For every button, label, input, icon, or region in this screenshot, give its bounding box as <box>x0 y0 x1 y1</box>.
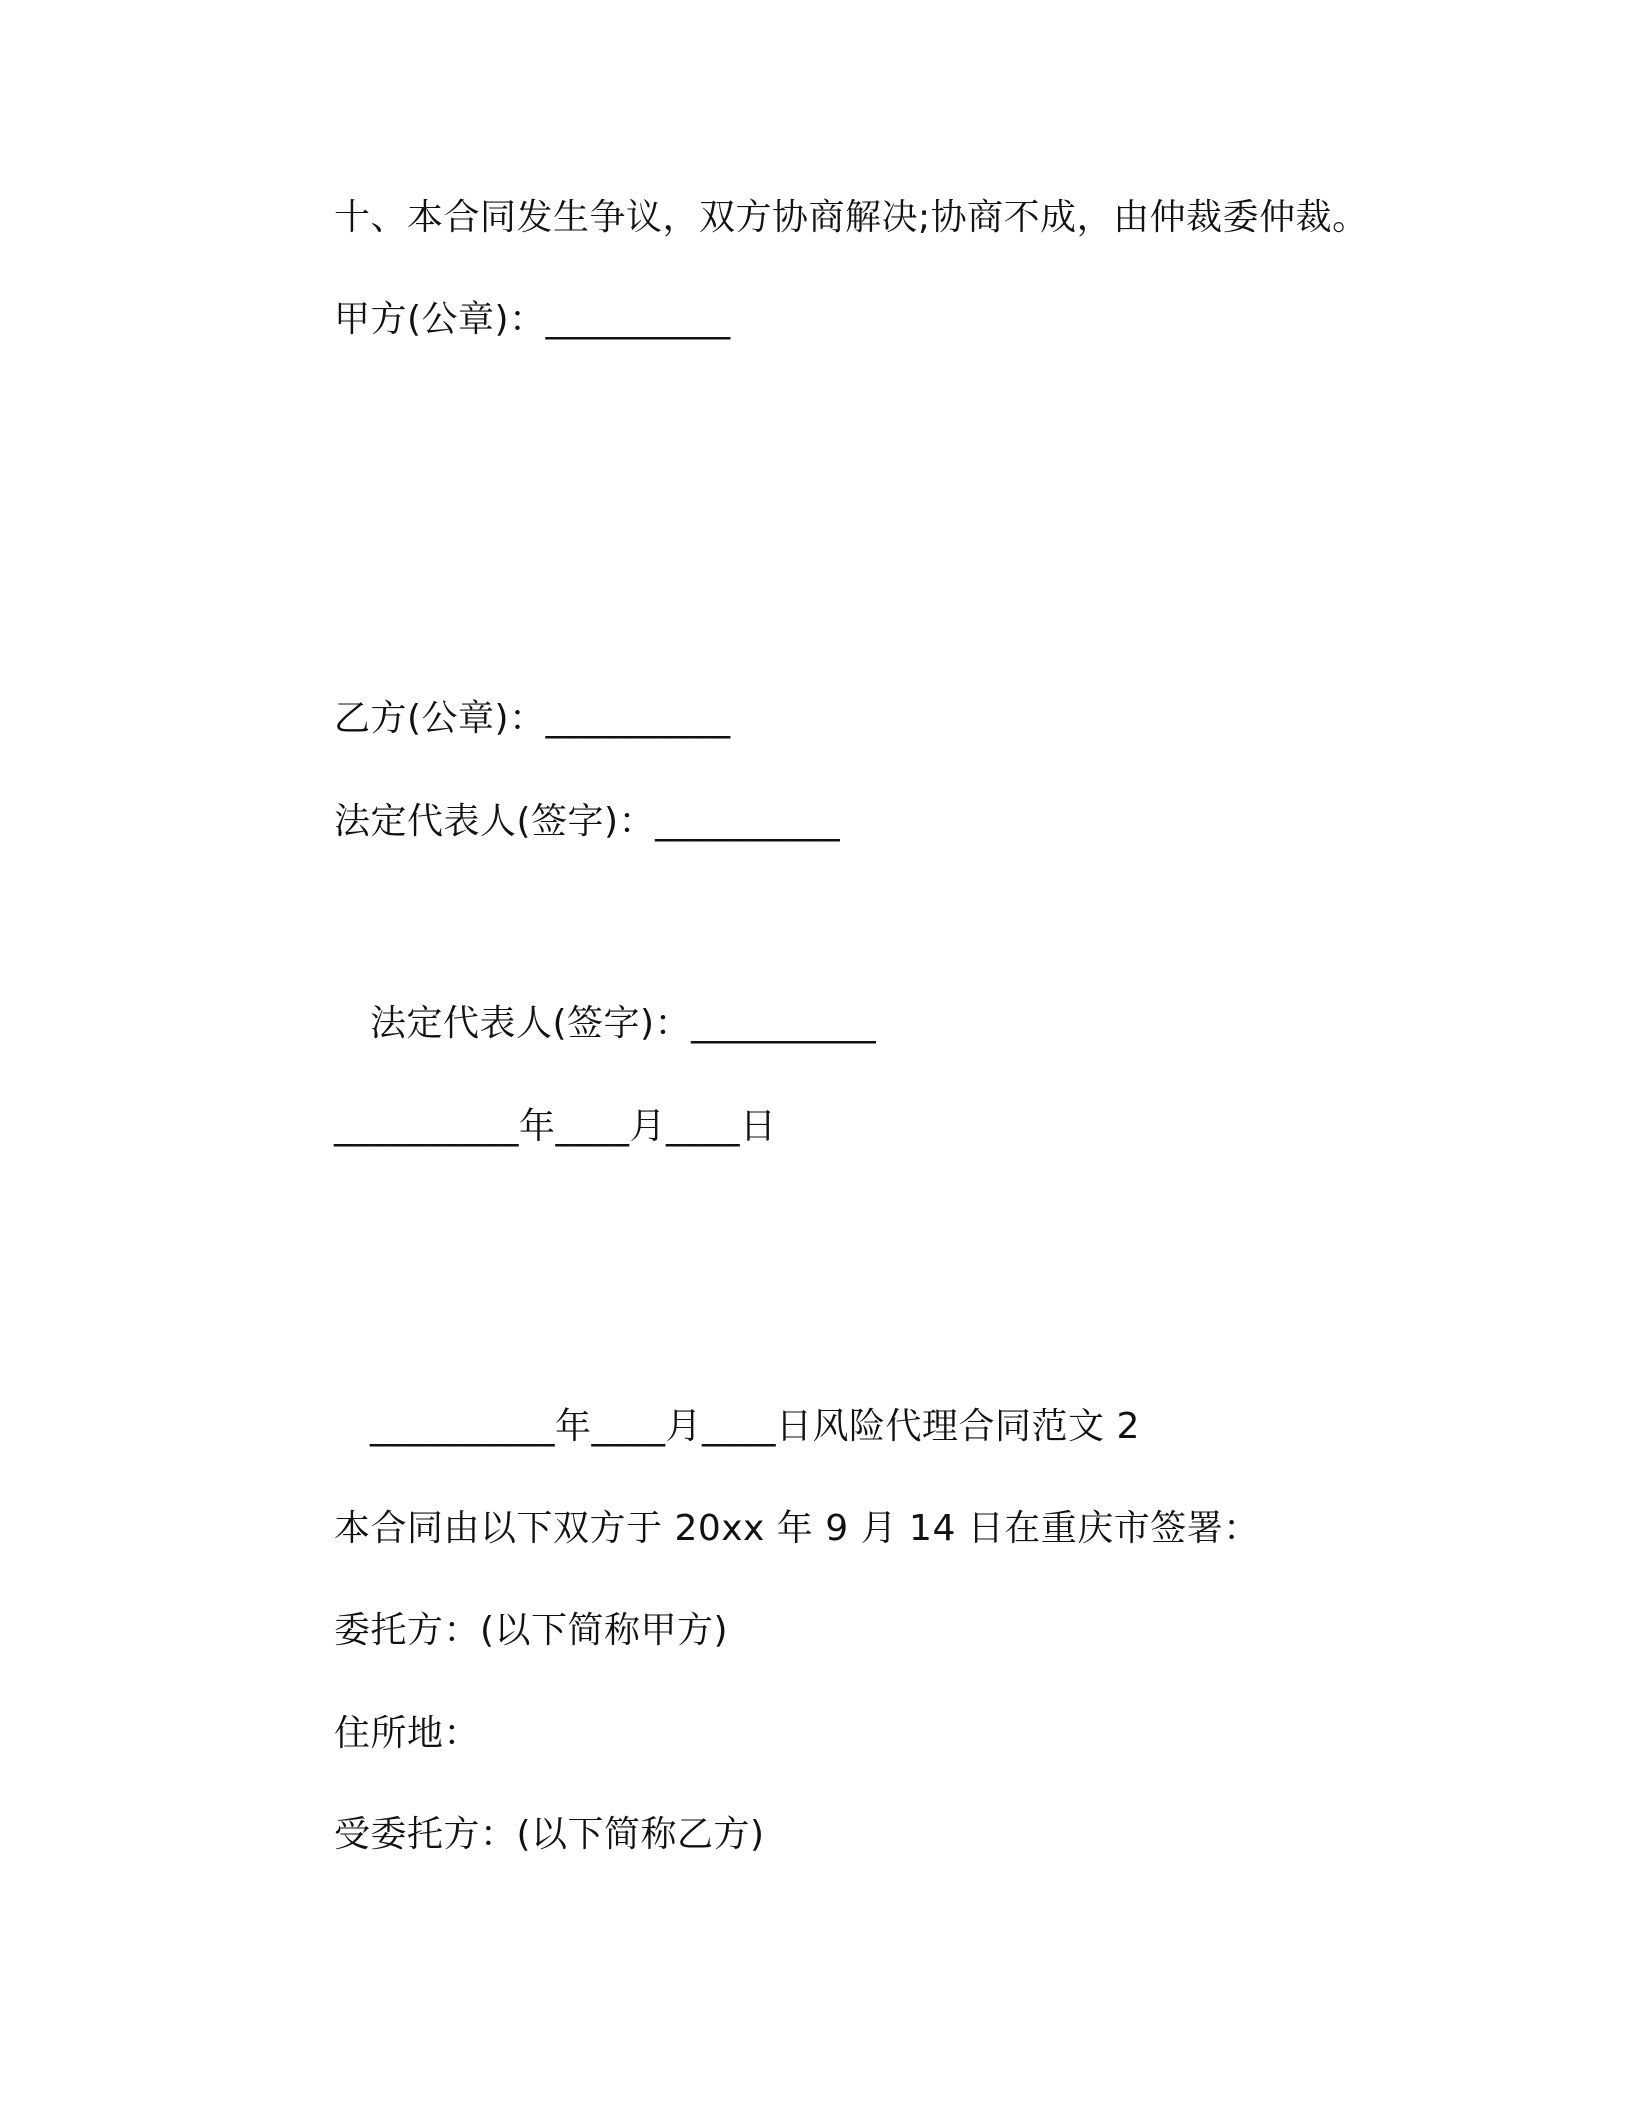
date-line: __________年____月____日 <box>334 1106 777 1147</box>
party-a-seal-line: 甲方(公章)：__________ <box>334 299 731 340</box>
entrusted-party-line: 受委托方：(以下简称乙方) <box>334 1814 765 1855</box>
date-and-contract-title-line: __________年____月____日风险代理合同范文 2 <box>370 1406 1140 1447</box>
address-line: 住所地： <box>334 1713 481 1754</box>
entrusting-party-line: 委托方：(以下简称甲方) <box>334 1610 729 1651</box>
legal-representative-signature-line: 法定代表人(签字)：__________ <box>334 801 841 842</box>
contract-signing-statement: 本合同由以下双方于 20xx 年 9 月 14 日在重庆市签署： <box>334 1508 1260 1549</box>
legal-representative-signature-line-indented: 法定代表人(签字)：__________ <box>370 1003 877 1044</box>
clause-ten-dispute-resolution: 十、本合同发生争议，双方协商解决;协商不成，由仲裁委仲裁。 <box>334 197 1369 238</box>
party-b-seal-line: 乙方(公章)：__________ <box>334 698 731 739</box>
